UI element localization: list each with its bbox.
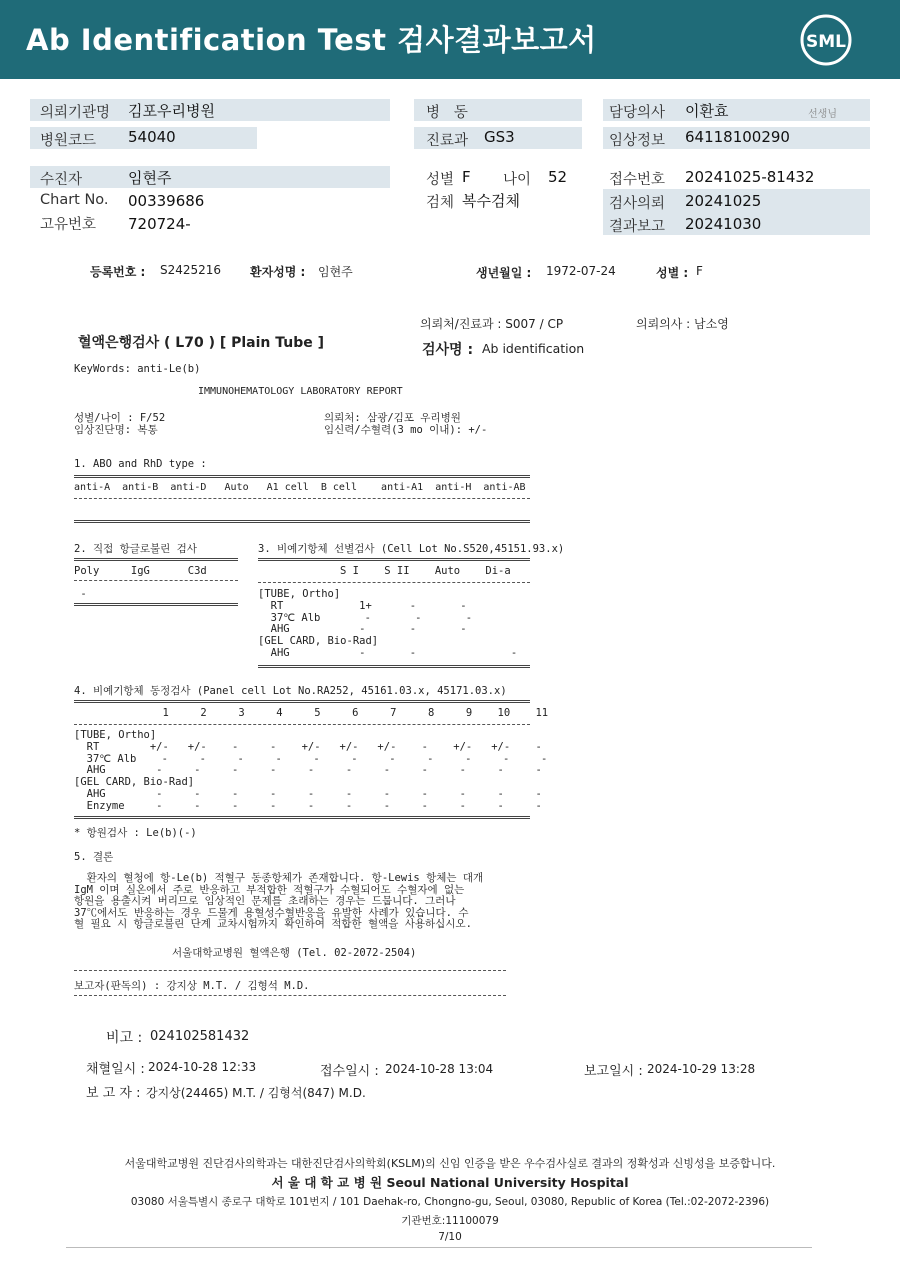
preg: 임신력/수혈력(3 mo 이내): +/-	[324, 424, 488, 436]
req-inst: 의뢰처: 삼광/김포 우리병원	[324, 412, 461, 424]
s2-rule-top	[74, 558, 238, 561]
lab-title: IMMUNOHEMATOLOGY LABORATORY REPORT	[198, 386, 403, 397]
dept-value: GS3	[484, 128, 515, 146]
s1-header: anti-A anti-B anti-D Auto A1 cell B cell anti-A1 anti-H anti-AB	[74, 482, 526, 493]
footer-hospital: 서 울 대 학 교 병 원 Seoul National University Hospital	[271, 1175, 629, 1190]
conclusion	[74, 873, 483, 931]
chart-label: Chart No.	[40, 192, 109, 208]
receive-label: 접수일시 :	[320, 1064, 379, 1079]
exam-value: Ab identification	[482, 341, 585, 356]
s3-row: [TUBE, Ortho]	[258, 588, 341, 600]
footer-address: 03080 서울특별시 종로구 대학로 101번지 / 101 Daehak-ro, Chongno-gu, Seoul, 03080, Republic of Korea (Tel.:02-2072-2396)	[130, 1196, 770, 1208]
doctor-suffix: 선생님	[808, 109, 837, 120]
report-title: Ab Identification Test 검사결과보고서	[26, 23, 597, 57]
s3-row: 37℃ Alb - - -	[258, 611, 473, 624]
s2-value: -	[74, 588, 87, 600]
receipt-label: 접수번호	[609, 172, 666, 188]
s3-title: 3. 비예기항체 선별검사 (Cell Lot No.S520,45151.93.x)	[258, 543, 565, 555]
remark-value: 024102581432	[150, 1029, 250, 1044]
req-label: 검사의뢰	[609, 196, 666, 212]
conclusion-line: 항원을 용출시켜 버리므로 임상적인 문제를 초래하는 경우는 드뭅니다. 그러나	[74, 895, 456, 908]
s4-rule-mid	[74, 724, 530, 725]
s4-rule-bottom	[74, 816, 530, 819]
s4-row: AHG - - - - - - - - - - -	[74, 787, 542, 800]
age-value: 52	[548, 168, 568, 186]
name-value: 임현주	[318, 265, 353, 279]
s3-row: RT 1+ - -	[258, 599, 467, 612]
dob-value: 1972-07-24	[546, 264, 616, 278]
sex-value: F	[462, 168, 471, 186]
collect-label: 채혈일시 :	[86, 1062, 145, 1077]
s2-header: Poly IgG C3d	[74, 565, 207, 577]
s3-rule-top	[258, 558, 530, 561]
sml-logo	[798, 12, 854, 68]
s4-header: 1 2 3 4 5 6 7 8 9 10 11	[74, 707, 549, 719]
patient-value: 임현주	[128, 169, 172, 187]
sex-label: 성별	[426, 172, 455, 188]
clinical-value: 64118100290	[685, 128, 790, 146]
logo-text: SML	[806, 32, 846, 52]
uid-value: 720724-	[128, 215, 191, 233]
s3-row: AHG - - -	[258, 646, 518, 659]
report-date-label: 보고일시 :	[584, 1064, 643, 1079]
s4-row: 37℃ Alb - - - - - - - - - - -	[74, 752, 548, 765]
report-label: 결과보고	[609, 219, 666, 235]
reg-value: S2425216	[160, 263, 222, 277]
specimen-label: 검체	[426, 195, 455, 211]
name-label: 환자성명 :	[250, 265, 306, 279]
s2-rule-mid	[74, 580, 238, 581]
specimen-value: 복수검체	[462, 192, 520, 210]
reporter-label: 보 고 자 :	[86, 1086, 141, 1101]
receive-value: 2024-10-28 13:04	[385, 1062, 494, 1076]
footer-inst-no: 기관번호:11100079	[401, 1215, 499, 1227]
doc-line: 의뢰의사 : 남소영	[636, 317, 729, 331]
code-value: 54040	[128, 128, 176, 146]
footer-cert: 서울대학교병원 진단검사의학과는 대한진단검사의학회(KSLM)의 신임 인증을 받은 우수검사실로 결과의 정확성과 신빙성을 보증합니다.	[124, 1157, 776, 1170]
scan-sex-label: 성별 :	[656, 266, 689, 280]
age-label: 나이	[503, 172, 532, 188]
doctor-label: 담당의사	[609, 105, 666, 121]
req-value: 20241025	[685, 192, 762, 210]
reporter: 보고자(판독의) : 강지상 M.T. / 김형석 M.D.	[74, 980, 310, 992]
bb-title: 혈액은행검사 ( L70 ) [ Plain Tube ]	[78, 335, 325, 351]
clinical-label: 임상정보	[609, 133, 666, 149]
conclusion-line: 혈 필요 시 항글로불린 단계 교차시험까지 확인하여 적합한 혈액을 사용하십시오.	[74, 918, 472, 931]
exam-label: 검사명 :	[422, 342, 474, 358]
s3-header: S I S II Auto Di-a	[340, 565, 511, 577]
code-label: 병원코드	[40, 133, 97, 149]
s1-rule-top	[74, 475, 530, 478]
s2-rule-bottom	[74, 603, 238, 606]
conclusion-line: 환자의 혈청에 항-Le(b) 적혈구 동종항체가 존재합니다. 항-Lewis 항체는 대개	[74, 872, 484, 884]
keywords: KeyWords: anti-Le(b)	[74, 363, 201, 375]
doctor-value: 이환효	[685, 102, 729, 120]
dept-line: 의뢰처/진료과 : S007 / CP	[420, 317, 564, 331]
report-value: 20241030	[685, 215, 762, 233]
reporter-value: 강지상(24465) M.T. / 김형석(847) M.D.	[146, 1086, 366, 1100]
bloodbank: 서울대학교병원 혈액은행 (Tel. 02-2072-2504)	[172, 947, 417, 959]
sexage: 성별/나이 : F/52	[74, 412, 166, 424]
reg-label: 등록번호 :	[90, 265, 146, 279]
s1-title: 1. ABO and RhD type :	[74, 458, 207, 470]
reporter-rule-bottom	[74, 995, 506, 996]
report-header	[0, 0, 900, 79]
s4-title: 4. 비예기항체 동정검사 (Panel cell Lot No.RA252, 45161.03.x, 45171.03.x)	[74, 685, 507, 697]
ward-label: 병 동	[426, 105, 468, 121]
conclusion-line: 37℃에서도 반응하는 경우 드물게 용혈성수혈반응을 유발한 사례가 있습니다. 수	[74, 906, 469, 919]
collect-value: 2024-10-28 12:33	[148, 1060, 257, 1074]
dob-label: 생년월일 :	[476, 266, 532, 280]
antigen-result: * 항원검사 : Le(b)(-)	[74, 827, 197, 839]
uid-label: 고유번호	[40, 217, 97, 233]
dept-label: 진료과	[426, 133, 469, 149]
reporter-rule-top	[74, 970, 506, 971]
s3-rows	[258, 589, 517, 660]
s3-row: [GEL CARD, Bio-Rad]	[258, 635, 379, 648]
s4-row: [GEL CARD, Bio-Rad]	[74, 776, 195, 789]
receipt-value: 20241025-81432	[685, 168, 815, 186]
s2-title: 2. 직접 항글로불린 검사	[74, 543, 197, 555]
remark-label: 비고 :	[106, 1030, 143, 1046]
inst-label: 의뢰기관명	[40, 105, 111, 121]
footer-divider	[66, 1247, 812, 1248]
patient-row-bg	[30, 166, 390, 188]
s4-row: RT +/- +/- - - +/- +/- +/- - +/- +/- -	[74, 740, 542, 753]
s1-rule-mid	[74, 498, 530, 499]
s4-row: [TUBE, Ortho]	[74, 729, 157, 741]
s4-rows	[74, 730, 547, 813]
s4-rule-top	[74, 700, 530, 703]
diag: 임상진단명: 복통	[74, 424, 158, 436]
s4-row: AHG - - - - - - - - - - -	[74, 764, 542, 777]
report-date-value: 2024-10-29 13:28	[647, 1062, 756, 1076]
scan-sex-value: F	[696, 264, 703, 278]
s5-title: 5. 결론	[74, 851, 114, 863]
patient-label: 수진자	[40, 172, 83, 188]
s3-rule-bottom	[258, 665, 530, 668]
s1-rule-bottom	[74, 520, 530, 523]
inst-value: 김포우리병원	[128, 102, 215, 120]
chart-value: 00339686	[128, 192, 205, 210]
s4-row: Enzyme - - - - - - - - - - -	[74, 799, 542, 812]
page-number: 7/10	[438, 1231, 462, 1243]
s3-row: AHG - - -	[258, 623, 467, 636]
s3-rule-mid	[258, 582, 530, 583]
conclusion-line: IgM 이며 실온에서 주로 반응하고 부적합한 적혈구가 수혈되어도 수혈자에 없는	[74, 883, 465, 896]
